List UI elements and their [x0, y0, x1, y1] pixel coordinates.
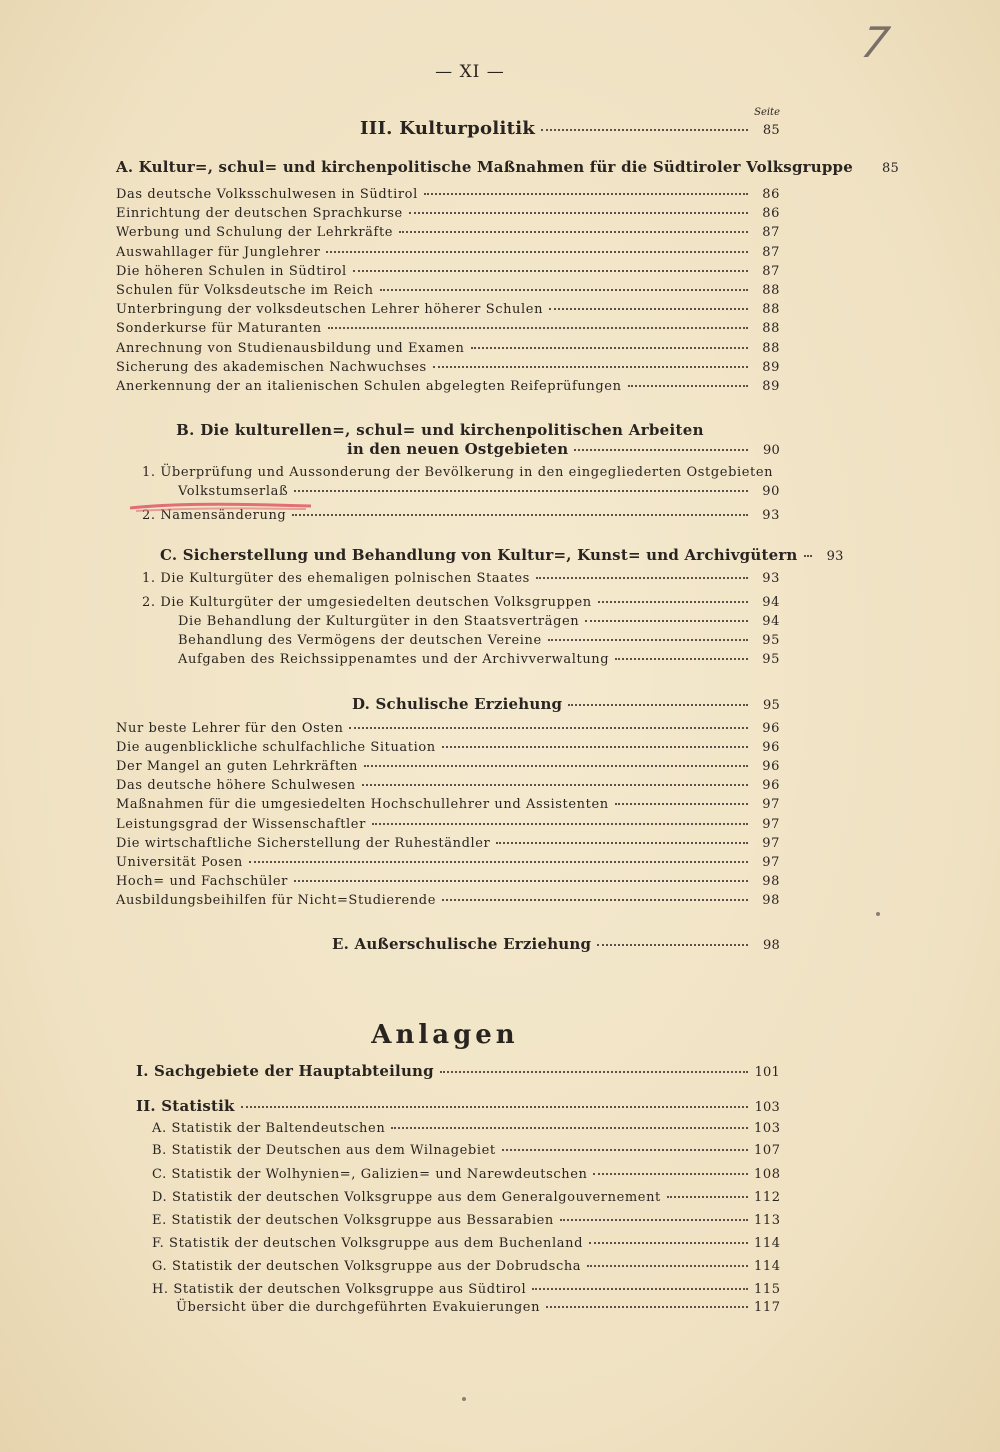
leader-dots [615, 657, 748, 660]
entry-page: 103 [754, 1121, 781, 1136]
toc-heading-d [352, 695, 780, 715]
entry-title: Einrichtung der deutschen Sprachkurse [116, 206, 403, 222]
toc-heading-b-line2 [347, 440, 780, 460]
entry-title: D. Schulische Erziehung [352, 695, 563, 713]
leader-dots [597, 943, 748, 946]
leader-dots [362, 783, 748, 786]
entry-page: 86 [762, 187, 780, 202]
entry-page: 112 [754, 1190, 781, 1205]
toc-entry [152, 1189, 780, 1207]
entry-page: 117 [754, 1300, 781, 1315]
leader-dots [294, 879, 748, 882]
entry-page: 95 [762, 652, 780, 667]
entry-title: III. Kulturpolitik [360, 118, 536, 139]
entry-page: 87 [762, 244, 780, 260]
toc-entry [116, 378, 780, 396]
leader-dots [502, 1148, 748, 1151]
toc-anlagen-part2 [136, 1097, 780, 1117]
leader-dots [560, 1218, 748, 1221]
toc-entry [116, 244, 780, 262]
toc-entry [116, 835, 780, 853]
leader-dots [249, 860, 748, 863]
leader-dots [585, 619, 748, 622]
entry-page: 114 [754, 1236, 781, 1251]
entry-page: 98 [762, 892, 780, 908]
entry-title: Maßnahmen für die umgesiedelten Hochschullehrer und Assistenten [116, 797, 609, 813]
entry-title: Das deutsche höhere Schulwesen [116, 778, 356, 794]
leader-dots [804, 554, 812, 557]
leader-dots [241, 1105, 748, 1108]
paper-speck [462, 1397, 466, 1401]
entry-page: 108 [754, 1167, 781, 1182]
entry-page: 96 [762, 778, 780, 794]
entry-page: 85 [762, 123, 780, 138]
entry-page: 88 [762, 283, 780, 298]
entry-title: Hoch= und Fachschüler [116, 873, 288, 889]
entry-title: Die Behandlung der Kulturgüter in den Staatsverträgen [178, 614, 580, 629]
entry-page: 93 [762, 508, 780, 523]
entry-page: 94 [762, 595, 780, 610]
entry-title: H. Statistik der deutschen Volksgruppe aus Südtirol [152, 1282, 527, 1297]
leader-dots [598, 600, 748, 603]
entry-page: 87 [762, 225, 780, 241]
entry-title: Die wirtschaftliche Sicherstellung der Ruheständler [116, 835, 491, 851]
entry-title: Ausbildungsbeihilfen für Nicht=Studierende [116, 892, 437, 908]
toc-heading-b-line1: B. Die kulturellen=, schul= und kirchenpolitischen Arbeiten [176, 421, 704, 439]
toc-entry-b-1-line1 [142, 464, 780, 482]
leader-dots [615, 802, 748, 805]
entry-title: in den neuen Ostgebieten [347, 440, 569, 458]
toc-entry [116, 186, 780, 204]
entry-page: 88 [762, 340, 780, 356]
leader-dots [364, 764, 748, 767]
toc-entry [116, 263, 780, 281]
leader-dots [433, 365, 748, 368]
paper-speck [876, 912, 880, 916]
toc-entry [116, 340, 780, 358]
entry-page: 98 [762, 873, 780, 889]
entry-title: Der Mangel an guten Lehrkräften [116, 759, 359, 775]
entry-title: F. Statistik der deutschen Volksgruppe aus dem Buchenland [152, 1236, 584, 1251]
entry-page: 96 [762, 740, 780, 756]
leader-dots [536, 576, 748, 579]
entry-title: E. Statistik der deutschen Volksgruppe aus Bessarabien [152, 1213, 554, 1228]
entry-page: 95 [762, 633, 780, 648]
entry-title: Universität Posen [116, 854, 243, 870]
toc-heading-e [332, 935, 780, 955]
entry-page: 95 [763, 698, 780, 713]
toc-entry [116, 892, 780, 910]
entry-title: Die höheren Schulen in Südtirol [116, 263, 347, 279]
leader-dots [442, 745, 748, 748]
entry-title: D. Statistik der deutschen Volksgruppe aus dem Generalgouvernement [152, 1190, 661, 1205]
toc-entry [116, 873, 780, 891]
toc-entry [116, 796, 780, 814]
toc-entry-kulturpolitik [360, 120, 780, 140]
leader-dots [372, 822, 748, 825]
red-pencil-mark [128, 500, 313, 516]
entry-page: 89 [762, 379, 780, 394]
entry-title: Unterbringung der volksdeutschen Lehrer höherer Schulen [116, 302, 544, 318]
toc-entry [116, 777, 780, 795]
leader-dots [628, 384, 748, 387]
toc-entry [176, 1299, 780, 1317]
entry-page: 103 [754, 1100, 780, 1115]
toc-entry [116, 739, 780, 757]
entry-page: 114 [754, 1259, 781, 1274]
leader-dots [541, 128, 748, 131]
entry-title: A. Statistik der Baltendeutschen [152, 1121, 386, 1136]
leader-dots [380, 288, 748, 291]
entry-title: B. Statistik der Deutschen aus dem Wilnagebiet [152, 1143, 496, 1158]
toc-entry [178, 632, 780, 650]
leader-dots [292, 513, 748, 516]
entry-page: 86 [762, 206, 780, 222]
leader-dots [568, 703, 748, 706]
leader-dots [471, 346, 748, 349]
leader-dots [424, 192, 748, 195]
leader-dots [587, 1264, 748, 1267]
entry-title: Die augenblickliche schulfachliche Situation [116, 740, 436, 756]
entry-page: 93 [826, 549, 844, 564]
entry-title: Anerkennung der an italienischen Schulen abgelegten Reifeprüfungen [116, 379, 622, 394]
toc-entry [178, 651, 780, 669]
toc-entry [116, 320, 780, 338]
entry-title: Leistungsgrad der Wissenschaftler [116, 816, 366, 832]
entry-page: 94 [762, 614, 780, 629]
entry-page: 88 [762, 321, 780, 337]
toc-entry [116, 758, 780, 776]
toc-entry [178, 613, 780, 631]
entry-title: Behandlung des Vermögens der deutschen Vereine [178, 633, 542, 648]
entry-title: C. Statistik der Wolhynien=, Galizien= und Narewdeutschen [152, 1167, 588, 1182]
entry-page: 107 [754, 1143, 781, 1158]
entry-page: 115 [754, 1282, 781, 1297]
entry-title: G. Statistik der deutschen Volksgruppe aus der Dobrudscha [152, 1259, 582, 1274]
leader-dots [409, 211, 748, 214]
leader-dots [442, 898, 748, 901]
leader-dots [391, 1126, 748, 1129]
entry-title: 1. Überprüfung und Aussonderung der Bevölkerung in den eingegliederten Ostgebieten [142, 465, 774, 480]
entry-title: I. Sachgebiete der Hauptabteilung [136, 1062, 434, 1080]
leader-dots [574, 448, 748, 451]
leader-dots [353, 269, 748, 272]
toc-entry [116, 359, 780, 377]
entry-title: Nur beste Lehrer für den Osten [116, 721, 344, 736]
leader-dots [593, 1172, 748, 1175]
entry-page: 96 [762, 721, 780, 736]
entry-page: 85 [882, 161, 899, 176]
toc-entry [152, 1166, 780, 1184]
entry-page: 87 [762, 263, 780, 279]
entry-title: Aufgaben des Reichssippenamtes und der Archivverwaltung [178, 652, 610, 667]
toc-entry [152, 1235, 780, 1253]
entry-title: 1. Die Kulturgüter des ehemaligen polnischen Staates [142, 571, 530, 586]
entry-title: Sonderkurse für Maturanten [116, 321, 322, 337]
leader-dots [549, 307, 748, 310]
entry-title: A. Kultur=, schul= und kirchenpolitische Maßnahmen für die Südtiroler Volksgruppe [116, 158, 853, 176]
entry-title: Schulen für Volksdeutsche im Reich [116, 283, 374, 298]
leader-dots [440, 1070, 748, 1073]
toc-entry [116, 301, 780, 319]
leader-dots [548, 638, 748, 641]
toc-heading-a [116, 158, 899, 178]
leader-dots [349, 726, 748, 729]
toc-anlagen-part1 [136, 1062, 780, 1082]
seite-label: Seite [754, 107, 780, 118]
toc-heading-c [160, 546, 844, 566]
toc-entry [142, 594, 780, 612]
entry-title: 2. Namensänderung [142, 508, 287, 523]
entry-title: Sicherung des akademischen Nachwuchses [116, 359, 427, 375]
anlagen-title: Anlagen [371, 1020, 519, 1050]
toc-entry [116, 720, 780, 738]
entry-title: E. Außerschulische Erziehung [332, 935, 592, 953]
leader-dots [532, 1287, 748, 1290]
entry-title: Auswahllager für Junglehrer [116, 244, 321, 260]
entry-page: 113 [754, 1213, 781, 1228]
toc-entry [116, 816, 780, 834]
entry-title: 2. Die Kulturgüter der umgesiedelten deutschen Volksgruppen [142, 595, 592, 610]
entry-page: 101 [754, 1065, 780, 1080]
leader-dots [496, 841, 748, 844]
page-numeral: — XI — [435, 62, 505, 82]
leader-dots [546, 1305, 748, 1308]
entry-title: Werbung und Schulung der Lehrkräfte [116, 225, 394, 241]
entry-title: Anrechnung von Studienausbildung und Examen [116, 340, 465, 356]
leader-dots [399, 230, 748, 233]
toc-entry [152, 1142, 780, 1160]
toc-entry [152, 1281, 780, 1299]
leader-dots [667, 1195, 748, 1198]
entry-title: Übersicht über die durchgeführten Evakuierungen [176, 1300, 541, 1315]
entry-title: II. Statistik [136, 1097, 235, 1115]
toc-entry [152, 1212, 780, 1230]
toc-entry-b-1-line2 [178, 483, 780, 501]
entry-page: 90 [763, 443, 780, 458]
entry-page: 89 [762, 359, 780, 375]
entry-page: 96 [762, 759, 780, 775]
toc-entry [152, 1120, 780, 1138]
toc-entry [116, 282, 780, 300]
toc-entry [152, 1258, 780, 1276]
toc-entry [142, 570, 780, 588]
entry-page: 93 [762, 571, 780, 586]
entry-page: 97 [762, 835, 780, 851]
toc-entry [116, 205, 780, 223]
toc-entry [116, 224, 780, 242]
entry-page: 97 [762, 854, 780, 870]
entry-page: 88 [762, 302, 780, 318]
entry-page: 98 [763, 938, 780, 953]
entry-page: 97 [762, 816, 780, 832]
leader-dots [328, 326, 748, 329]
entry-page: 97 [762, 797, 780, 813]
leader-dots [294, 489, 748, 492]
entry-page: 90 [762, 484, 780, 499]
entry-title: Volkstumserlaß [178, 484, 289, 499]
entry-title: C. Sicherstellung und Behandlung von Kultur=, Kunst= und Archivgütern [160, 546, 798, 564]
leader-dots [326, 250, 748, 253]
entry-title: Das deutsche Volksschulwesen in Südtirol [116, 187, 418, 202]
handwritten-page-number: 7 [857, 18, 894, 67]
toc-entry [116, 854, 780, 872]
leader-dots [589, 1241, 748, 1244]
